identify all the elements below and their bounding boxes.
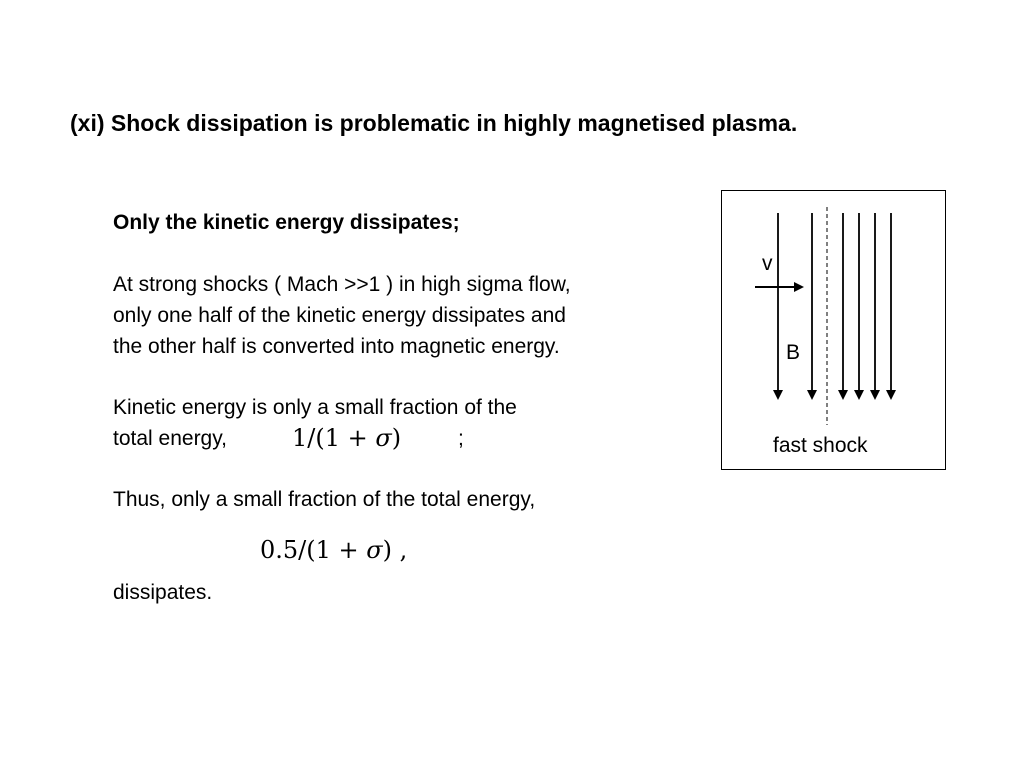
formula-dissipated-fraction	[260, 536, 407, 564]
paragraph-line: only one half of the kinetic energy dissipates and	[113, 304, 566, 327]
formula-suffix: )	[391, 424, 402, 452]
semicolon: ;	[458, 427, 464, 450]
paragraph-line: At strong shocks ( Mach >>1 ) in high sigma flow,	[113, 273, 571, 296]
paragraph-kinetic-line1: Kinetic energy is only a small fraction of the	[113, 396, 517, 419]
velocity-label: v	[762, 252, 773, 275]
formula-kinetic-fraction	[292, 424, 401, 452]
slide-title: (xi) Shock dissipation is problematic in highly magnetised plasma.	[70, 110, 798, 136]
field-label: B	[786, 341, 801, 364]
body-heading: Only the kinetic energy dissipates;	[113, 211, 460, 234]
formula-prefix: 0.5/(1 +	[260, 536, 367, 564]
closing-text: dissipates.	[113, 581, 213, 604]
paragraph-total-energy: Thus, only a small fraction of the total energy,	[113, 488, 536, 511]
shock-diagram-svg	[722, 191, 947, 471]
diagram-caption: fast shock	[773, 434, 868, 457]
sigma-symbol: σ	[366, 536, 383, 564]
sigma-symbol: σ	[375, 424, 392, 452]
paragraph-line: the other half is converted into magnetic energy.	[113, 335, 560, 358]
formula-suffix: ) ,	[382, 536, 408, 564]
paragraph-strong-shocks	[113, 269, 571, 362]
formula-prefix: 1/(1 +	[292, 424, 376, 452]
fast-shock-diagram	[721, 190, 946, 470]
paragraph-kinetic-line2: total energy,	[113, 427, 228, 450]
